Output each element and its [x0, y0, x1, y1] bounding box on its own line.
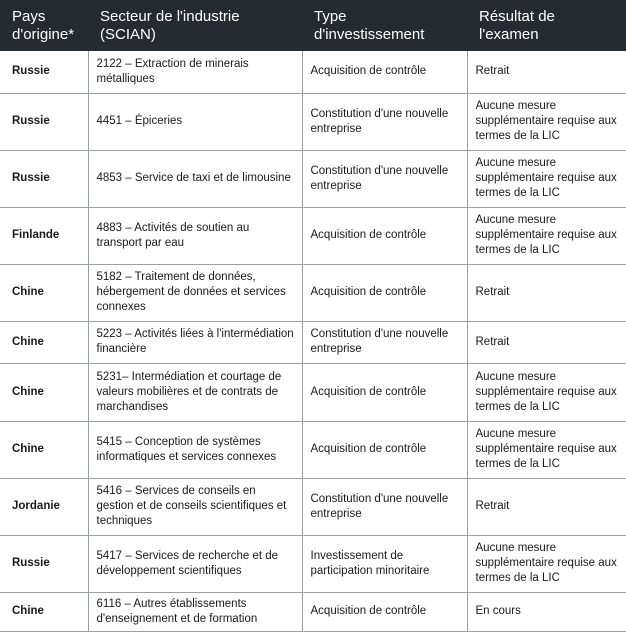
table-row	[0, 478, 626, 535]
cell-sector: 6116 – Autres établissements d'enseignement et de formation	[88, 592, 302, 631]
cell-type: Acquisition de contrôle	[302, 421, 467, 478]
cell-type: Investissement de participation minoritaire	[302, 535, 467, 592]
cell-sector: 4451 – Épiceries	[88, 93, 302, 150]
cell-result: Aucune mesure supplémentaire requise aux termes de la LIC	[467, 150, 626, 207]
table-row	[0, 93, 626, 150]
cell-sector: 5223 – Activités liées à l'intermédiation financière	[88, 321, 302, 363]
table-row	[0, 421, 626, 478]
table-row	[0, 51, 626, 93]
cell-sector: 5415 – Conception de systèmes informatiques et services connexes	[88, 421, 302, 478]
cell-sector: 4883 – Activités de soutien au transport par eau	[88, 207, 302, 264]
cell-country: Jordanie	[0, 478, 88, 535]
table-row	[0, 592, 626, 631]
cell-country: Chine	[0, 321, 88, 363]
cell-type: Constitution d'une nouvelle entreprise	[302, 321, 467, 363]
cell-sector: 5182 – Traitement de données, hébergement de données et services connexes	[88, 264, 302, 321]
cell-type: Constitution d'une nouvelle entreprise	[302, 478, 467, 535]
header-result: Résultat de l'examen	[467, 0, 626, 51]
cell-type: Acquisition de contrôle	[302, 592, 467, 631]
cell-result: Aucune mesure supplémentaire requise aux termes de la LIC	[467, 535, 626, 592]
cell-country: Russie	[0, 150, 88, 207]
header-row	[0, 0, 626, 51]
cell-country: Russie	[0, 93, 88, 150]
cell-country: Chine	[0, 264, 88, 321]
cell-result: Retrait	[467, 51, 626, 93]
table-row	[0, 150, 626, 207]
cell-type: Acquisition de contrôle	[302, 207, 467, 264]
cell-type: Constitution d'une nouvelle entreprise	[302, 93, 467, 150]
table-row	[0, 535, 626, 592]
cell-type: Acquisition de contrôle	[302, 363, 467, 421]
header-country: Pays d'origine*	[0, 0, 88, 51]
cell-result: Aucune mesure supplémentaire requise aux termes de la LIC	[467, 421, 626, 478]
cell-sector: 4853 – Service de taxi et de limousine	[88, 150, 302, 207]
table-row	[0, 264, 626, 321]
table-row	[0, 207, 626, 264]
cell-type: Acquisition de contrôle	[302, 264, 467, 321]
cell-country: Russie	[0, 535, 88, 592]
cell-sector: 5416 – Services de conseils en gestion et de conseils scientifiques et techniques	[88, 478, 302, 535]
cell-type: Acquisition de contrôle	[302, 51, 467, 93]
cell-result: Aucune mesure supplémentaire requise aux termes de la LIC	[467, 363, 626, 421]
header-type: Type d'investissement	[302, 0, 467, 51]
cell-sector: 2122 – Extraction de minerais métalliques	[88, 51, 302, 93]
cell-country: Finlande	[0, 207, 88, 264]
cell-result: Retrait	[467, 321, 626, 363]
cell-result: Retrait	[467, 264, 626, 321]
cell-sector: 5231– Intermédiation et courtage de valeurs mobilières et de contrats de marchandises	[88, 363, 302, 421]
cell-type: Constitution d'une nouvelle entreprise	[302, 150, 467, 207]
table-row	[0, 363, 626, 421]
cell-country: Russie	[0, 51, 88, 93]
cell-country: Chine	[0, 363, 88, 421]
cell-result: En cours	[467, 592, 626, 631]
cell-result: Aucune mesure supplémentaire requise aux termes de la LIC	[467, 207, 626, 264]
table-row	[0, 321, 626, 363]
cell-country: Chine	[0, 421, 88, 478]
cell-sector: 5417 – Services de recherche et de développement scientifiques	[88, 535, 302, 592]
cell-result: Aucune mesure supplémentaire requise aux termes de la LIC	[467, 93, 626, 150]
header-sector: Secteur de l'industrie (SCIAN)	[88, 0, 302, 51]
cell-country: Chine	[0, 592, 88, 631]
cell-result: Retrait	[467, 478, 626, 535]
